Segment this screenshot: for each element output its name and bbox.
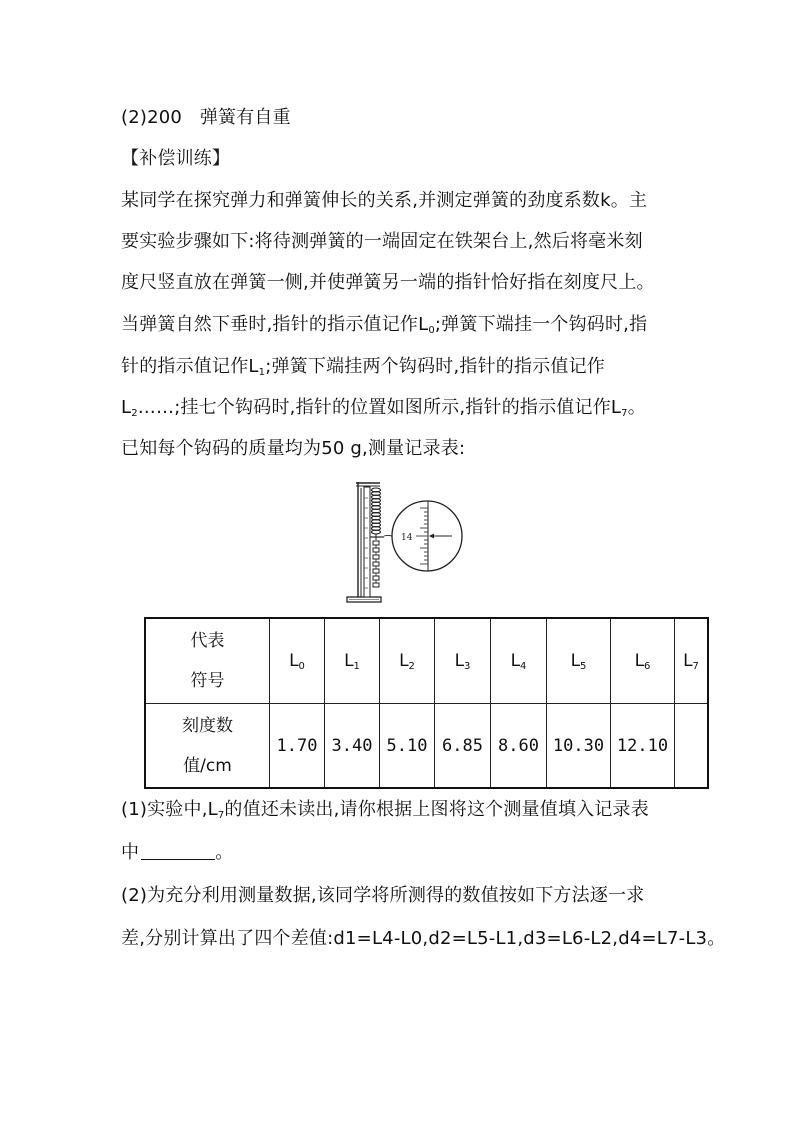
symbol-row — [145, 618, 708, 704]
question-1-part-a: (1)实验中, — [121, 799, 208, 820]
problem-line-1: 某同学在探究弹力和弹簧伸长的关系,并测定弹簧的劲度系数k。主 — [121, 190, 648, 211]
question-1-part-b: 的值还未读出,请你根据上图将这个测量值填入记录表 — [224, 799, 649, 820]
symbol-cell-l0: $L_0$ — [270, 618, 325, 704]
problem-line-6: $L_2\dots\dots$;挂七个钩码时,指针的位置如图所示,指针的指示值记作$L_7$。 — [121, 397, 646, 419]
value-label-line-2: 值/cm — [183, 755, 232, 776]
problem-line-4-part-a: 当弹簧自然下垂时,指针的指示值记作 — [121, 314, 419, 335]
question-1-line-2 — [121, 841, 233, 865]
problem-line-6-part-a: ……;挂七个钩码时,指针的位置如图所示,指针的指示值记作 — [137, 397, 611, 418]
header-label-line-2: 符号 — [190, 671, 225, 691]
value-cell-l4: 8.60 — [491, 704, 547, 789]
answer-text: 弹簧有自重 — [199, 107, 291, 128]
symbol-cell-l5: $L_5$ — [547, 618, 611, 704]
problem-line-5-part-a: 针的指示值记作 — [121, 356, 249, 377]
symbol-cell-l4: $L_4$ — [491, 618, 547, 704]
problem-line-5-part-b: ;弹簧下端挂两个钩码时,指针的指示值记作 — [265, 356, 605, 377]
value-cell-l2: 5.10 — [380, 704, 435, 789]
symbol-row-header — [145, 618, 270, 704]
answer-label: (2)200 — [121, 107, 183, 128]
symbol-cell-l3: $L_3$ — [435, 618, 491, 704]
spring-apparatus-figure — [340, 478, 470, 608]
problem-line-5: 针的指示值记作$L_1$;弹簧下端挂两个钩码时,指针的指示值记作 — [121, 356, 605, 378]
problem-line-7: 已知每个钩码的质量均为50 g,测量记录表: — [121, 438, 466, 459]
header-label-line-1: 代表 — [190, 631, 225, 651]
value-row — [145, 704, 708, 789]
symbol-cell-l2: $L_2$ — [380, 618, 435, 704]
record-table — [144, 617, 709, 789]
answer-line — [121, 106, 291, 130]
symbol-cell-l6: $L_6$ — [611, 618, 675, 704]
problem-line-3: 度尺竖直放在弹簧一侧,并使弹簧另一端的指针恰好指在刻度尺上。 — [121, 272, 655, 293]
symbol-cell-l7: $L_7$ — [675, 618, 709, 704]
section-title: 【补偿训练】 — [121, 148, 231, 169]
question-2-line-1: (2)为充分利用测量数据,该同学将所测得的数值按如下方法逐一求 — [121, 885, 645, 906]
value-cell-l0: 1.70 — [270, 704, 325, 789]
question-2-line-2: 差,分别计算出了四个差值:d1=L4-L0,d2=L5-L1,d3=L6-L2,d4=L7-L3。 — [121, 928, 726, 949]
value-cell-l3: 6.85 — [435, 704, 491, 789]
problem-line-6-part-b: 。 — [627, 397, 646, 418]
value-row-header — [145, 704, 270, 789]
symbol-cell-l1: $L_1$ — [325, 618, 380, 704]
problem-line-4-part-b: ;弹簧下端挂一个钩码时,指 — [434, 314, 648, 335]
question-1-line-2-part-a: 中 — [121, 842, 140, 863]
problem-line-4: 当弹簧自然下垂时,指针的指示值记作$L_0$;弹簧下端挂一个钩码时,指 — [121, 314, 648, 336]
value-cell-l5: 10.30 — [547, 704, 611, 789]
problem-line-2: 要实验步骤如下:将待测弹簧的一端固定在铁架台上,然后将毫米刻 — [121, 231, 643, 252]
question-1-line-1: (1)实验中$,L_7$的值还未读出,请你根据上图将这个测量值填入记录表 — [121, 799, 649, 821]
value-label-line-1: 刻度数 — [182, 715, 233, 736]
question-1-line-2-part-b: 。 — [215, 842, 234, 863]
scale-label-14: 14 — [401, 533, 413, 543]
value-cell-l6: 12.10 — [611, 704, 675, 789]
answer-blank[interactable] — [141, 841, 215, 860]
value-cell-l7 — [675, 704, 709, 789]
value-cell-l1: 3.40 — [325, 704, 380, 789]
